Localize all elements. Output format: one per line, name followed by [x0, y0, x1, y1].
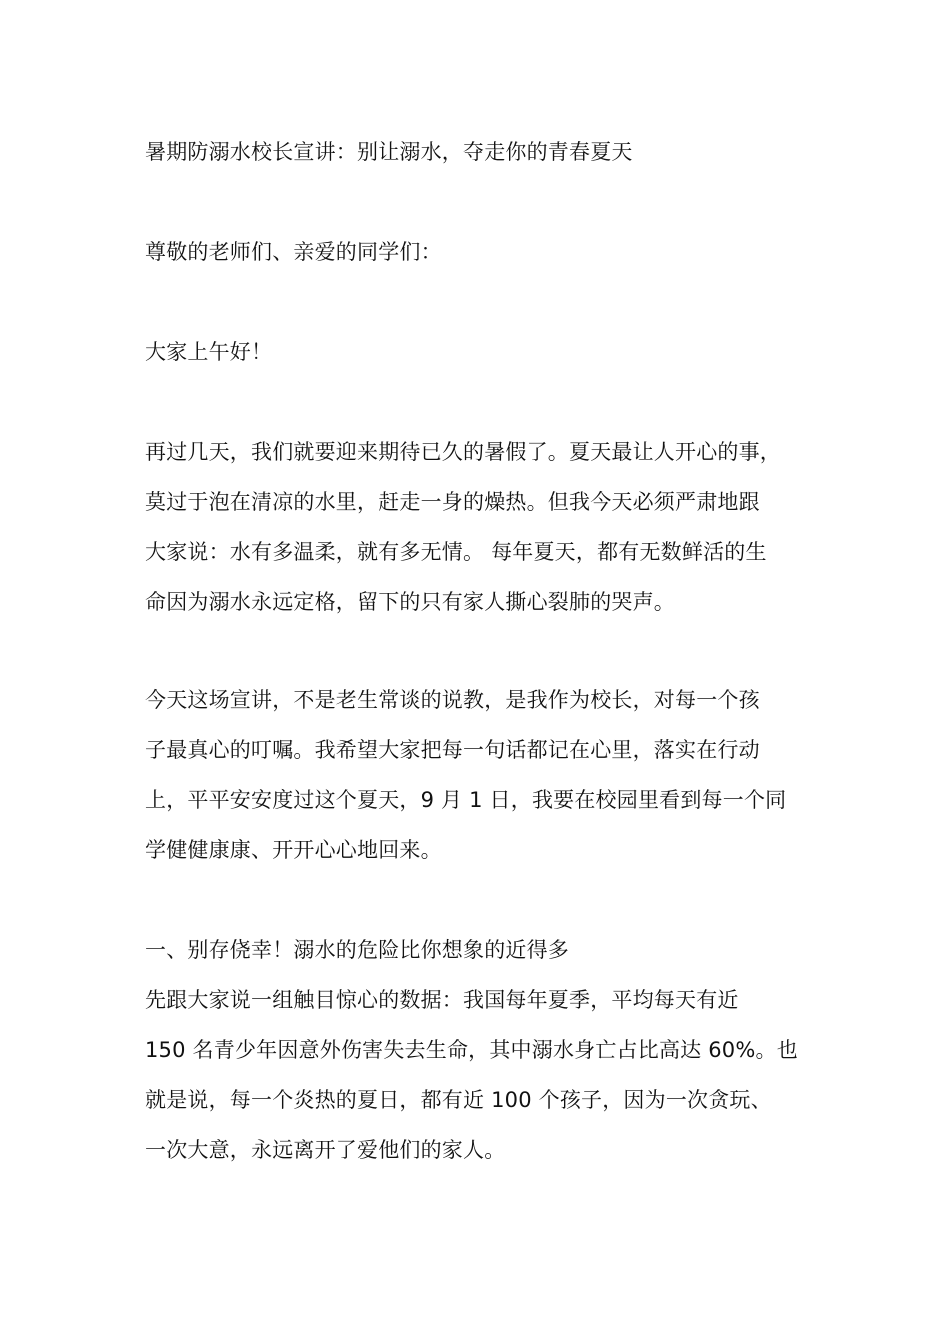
paragraph-line: 先跟大家说一组触目惊心的数据：我国每年夏季，平均每天有近 — [145, 988, 739, 1012]
paragraph-line: 就是说，每一个炎热的夏日，都有近 100 个孩子，因为一次贪玩、 — [145, 1088, 772, 1112]
document-title: 暑期防溺水校长宣讲：别让溺水，夺走你的青春夏天 — [145, 140, 633, 164]
paragraph-line: 命因为溺水永远定格，留下的只有家人撕心裂肺的哭声。 — [145, 590, 675, 614]
section-heading: 一、别存侥幸！溺水的危险比你想象的近得多 — [145, 938, 569, 962]
paragraph-line: 学健健康康、开开心心地回来。 — [145, 838, 442, 862]
paragraph-line: 子最真心的叮嘱。我希望大家把每一句话都记在心里，落实在行动 — [145, 738, 760, 762]
paragraph-line: 上，平平安安度过这个夏天，9 月 1 日，我要在校园里看到每一个同 — [145, 788, 787, 812]
paragraph-line: 150 名青少年因意外伤害失去生命，其中溺水身亡占比高达 60%。也 — [145, 1038, 798, 1062]
paragraph-line: 莫过于泡在清凉的水里，赶走一身的燥热。但我今天必须严肃地跟 — [145, 490, 760, 514]
paragraph-line: 再过几天，我们就要迎来期待已久的暑假了。夏天最让人开心的事， — [145, 440, 781, 464]
paragraph-line: 一次大意，永远离开了爱他们的家人。 — [145, 1138, 506, 1162]
greeting: 大家上午好！ — [145, 340, 273, 364]
salutation: 尊敬的老师们、亲爱的同学们： — [145, 240, 442, 264]
paragraph-line: 大家说：水有多温柔，就有多无情。 每年夏天，都有无数鲜活的生 — [145, 540, 767, 564]
paragraph-line: 今天这场宣讲，不是老生常谈的说教，是我作为校长，对每一个孩 — [145, 688, 760, 712]
